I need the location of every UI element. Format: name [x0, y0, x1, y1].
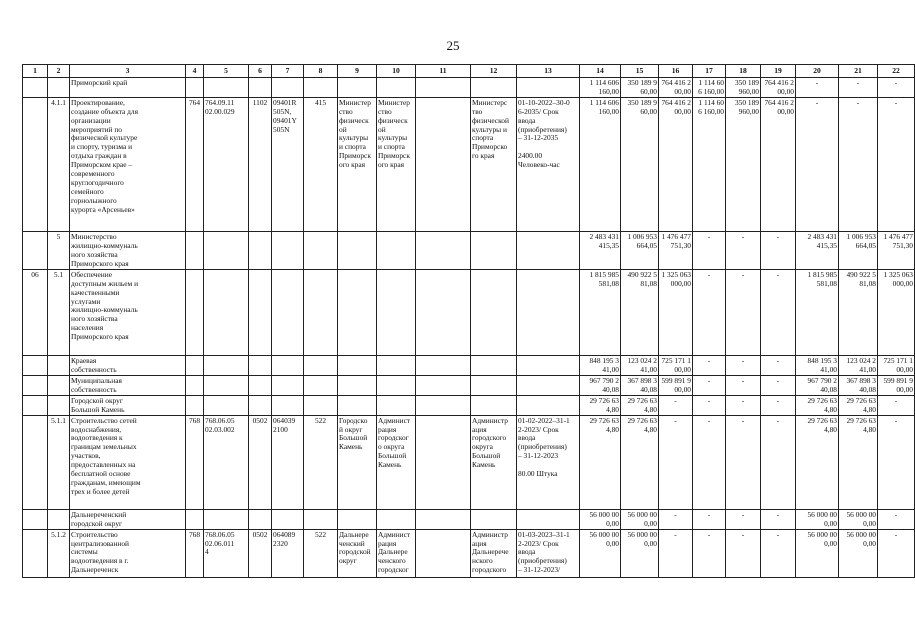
cell-col-16: -: [659, 415, 693, 509]
cell-col-16: 1 476 477 751,30: [659, 231, 693, 269]
cell-col-5: [204, 375, 249, 395]
cell-col-3: Приморский край: [70, 78, 186, 98]
cell-col-14: 848 195 3 41,00: [580, 355, 621, 375]
cell-col-21: 56 000 00 0,00: [839, 509, 878, 529]
cell-col-2: 5.1.2: [48, 529, 70, 577]
cell-col-8: 522: [304, 529, 338, 577]
cell-col-10: Админист рация городског о округа Большой Камень: [377, 415, 416, 509]
cell-col-2: 5: [48, 231, 70, 269]
cell-col-8: [304, 355, 338, 375]
cell-col-12: Министерс тво физической культуры и спорта Приморско го края: [471, 97, 517, 231]
cell-col-11: [416, 355, 471, 375]
cell-col-10: Министер ство физическ ой культуры и спорта Приморск ого края: [377, 97, 416, 231]
cell-col-16: -: [659, 509, 693, 529]
cell-col-17: 1 114 60 6 160,00: [693, 97, 726, 231]
cell-col-15: 56 000 00 0,00: [621, 529, 659, 577]
cell-col-19: -: [761, 529, 796, 577]
cell-col-6: [249, 395, 272, 415]
cell-col-8: [304, 78, 338, 98]
cell-col-17: -: [693, 529, 726, 577]
cell-col-22: -: [878, 395, 915, 415]
cell-col-22: 1 476 477 751,30: [878, 231, 915, 269]
cell-col-22: 599 891 9 00,00: [878, 375, 915, 395]
cell-col-17: -: [693, 355, 726, 375]
table-row: [23, 78, 915, 98]
cell-col-8: [304, 231, 338, 269]
cell-col-21: 56 000 00 0,00: [839, 529, 878, 577]
cell-col-17: -: [693, 269, 726, 355]
cell-col-10: [377, 375, 416, 395]
cell-col-3: Муниципальная собственность: [70, 375, 186, 395]
cell-col-13: [517, 231, 580, 269]
cell-col-12: [471, 231, 517, 269]
cell-col-1: [23, 509, 48, 529]
header-cell-18: 18: [726, 65, 761, 78]
cell-col-11: [416, 78, 471, 98]
cell-col-13: 01-03-2023–31-1 2-2023/ Срок ввода (приобретения) – 31-12-2023/: [517, 529, 580, 577]
cell-col-11: [416, 231, 471, 269]
cell-col-3: Городской округ Большой Камень: [70, 395, 186, 415]
header-cell-14: 14: [580, 65, 621, 78]
cell-col-7: [272, 375, 304, 395]
cell-col-7: [272, 509, 304, 529]
cell-col-12: Администр ация Дальнерече нского городского: [471, 529, 517, 577]
cell-col-9: [338, 231, 377, 269]
cell-col-14: 1 114 606 160,00: [580, 78, 621, 98]
cell-col-8: 415: [304, 97, 338, 231]
cell-col-10: Админист рация Дальнере ченского городског: [377, 529, 416, 577]
cell-col-21: 29 726 63 4,80: [839, 415, 878, 509]
cell-col-6: [249, 78, 272, 98]
cell-col-6: [249, 509, 272, 529]
cell-col-5: [204, 269, 249, 355]
cell-col-18: -: [726, 529, 761, 577]
cell-col-15: 56 000 00 0,00: [621, 509, 659, 529]
header-cell-17: 17: [693, 65, 726, 78]
header-cell-3: 3: [70, 65, 186, 78]
register-table: [22, 64, 915, 578]
cell-col-4: 768: [186, 415, 204, 509]
cell-col-12: [471, 509, 517, 529]
cell-col-20: -: [796, 78, 839, 98]
cell-col-11: [416, 509, 471, 529]
cell-col-11: [416, 529, 471, 577]
cell-col-1: [23, 97, 48, 231]
cell-col-1: [23, 415, 48, 509]
cell-col-17: -: [693, 395, 726, 415]
cell-col-18: -: [726, 509, 761, 529]
cell-col-17: -: [693, 509, 726, 529]
cell-col-7: 064089 2320: [272, 529, 304, 577]
cell-col-20: 56 000 00 0,00: [796, 509, 839, 529]
cell-col-10: [377, 231, 416, 269]
cell-col-1: [23, 78, 48, 98]
cell-col-11: [416, 269, 471, 355]
cell-col-8: [304, 375, 338, 395]
header-cell-8: 8: [304, 65, 338, 78]
cell-col-2: [48, 395, 70, 415]
cell-col-4: [186, 509, 204, 529]
cell-col-21: 123 024 2 41,00: [839, 355, 878, 375]
cell-col-20: 848 195 3 41,00: [796, 355, 839, 375]
cell-col-12: [471, 355, 517, 375]
cell-col-14: 29 726 63 4,80: [580, 415, 621, 509]
cell-col-4: [186, 395, 204, 415]
cell-col-10: [377, 78, 416, 98]
cell-col-4: 764: [186, 97, 204, 231]
cell-col-14: 2 483 431 415,35: [580, 231, 621, 269]
cell-col-1: [23, 529, 48, 577]
cell-col-14: 56 000 00 0,00: [580, 509, 621, 529]
cell-col-6: [249, 375, 272, 395]
cell-col-21: 1 006 953 664,05: [839, 231, 878, 269]
cell-col-12: Администр ация городского округа Большой Камень: [471, 415, 517, 509]
cell-col-13: 01-02-2022–31-1 2-2023/ Срок ввода (приобретения) – 31-12-2023 80.00 Штука: [517, 415, 580, 509]
header-cell-5: 5: [204, 65, 249, 78]
cell-col-16: -: [659, 529, 693, 577]
cell-col-5: [204, 509, 249, 529]
cell-col-15: 367 898 3 40,08: [621, 375, 659, 395]
cell-col-16: 764 416 2 00,00: [659, 97, 693, 231]
cell-col-5: 764.09.11 02.00.029: [204, 97, 249, 231]
cell-col-2: 5.1: [48, 269, 70, 355]
cell-col-1: [23, 231, 48, 269]
header-cell-2: 2: [48, 65, 70, 78]
cell-col-22: -: [878, 78, 915, 98]
cell-col-15: 29 726 63 4,80: [621, 415, 659, 509]
cell-col-4: 768: [186, 529, 204, 577]
header-cell-6: 6: [249, 65, 272, 78]
cell-col-19: -: [761, 509, 796, 529]
cell-col-7: [272, 355, 304, 375]
header-cell-15: 15: [621, 65, 659, 78]
table-body: [23, 78, 915, 578]
cell-col-5: [204, 355, 249, 375]
cell-col-16: 599 891 9 00,00: [659, 375, 693, 395]
cell-col-2: [48, 375, 70, 395]
cell-col-22: -: [878, 509, 915, 529]
cell-col-9: Министер ство физическ ой культуры и спорта Приморск ого края: [338, 97, 377, 231]
cell-col-18: -: [726, 375, 761, 395]
cell-col-12: [471, 395, 517, 415]
cell-col-16: 764 416 2 00,00: [659, 78, 693, 98]
table-row: [23, 529, 915, 577]
cell-col-3: Министерство жилищно-коммуналь ного хозяйства Приморского края: [70, 231, 186, 269]
cell-col-5: [204, 231, 249, 269]
cell-col-15: 350 189 9 60,00: [621, 78, 659, 98]
cell-col-6: [249, 269, 272, 355]
cell-col-19: -: [761, 415, 796, 509]
cell-col-4: [186, 375, 204, 395]
cell-col-17: -: [693, 375, 726, 395]
cell-col-1: [23, 355, 48, 375]
cell-col-15: 490 922 5 81,08: [621, 269, 659, 355]
cell-col-22: -: [878, 97, 915, 231]
header-cell-22: 22: [878, 65, 915, 78]
cell-col-18: -: [726, 231, 761, 269]
cell-col-18: -: [726, 355, 761, 375]
cell-col-1: [23, 395, 48, 415]
cell-col-20: 1 815 985 581,08: [796, 269, 839, 355]
cell-col-15: 123 024 2 41,00: [621, 355, 659, 375]
cell-col-1: 06: [23, 269, 48, 355]
header-row: [23, 65, 915, 78]
header-cell-7: 7: [272, 65, 304, 78]
cell-col-13: [517, 355, 580, 375]
table-row: [23, 415, 915, 509]
cell-col-18: -: [726, 415, 761, 509]
header-cell-13: 13: [517, 65, 580, 78]
cell-col-21: 367 898 3 40,08: [839, 375, 878, 395]
cell-col-14: 967 790 2 40,08: [580, 375, 621, 395]
header-cell-11: 11: [416, 65, 471, 78]
header-cell-19: 19: [761, 65, 796, 78]
cell-col-19: -: [761, 231, 796, 269]
cell-col-8: [304, 509, 338, 529]
cell-col-15: 1 006 953 664,05: [621, 231, 659, 269]
cell-col-16: -: [659, 395, 693, 415]
cell-col-7: 09401R 505N, 09401Y 505N: [272, 97, 304, 231]
cell-col-16: 725 171 1 00,00: [659, 355, 693, 375]
cell-col-21: 490 922 5 81,08: [839, 269, 878, 355]
cell-col-8: [304, 269, 338, 355]
cell-col-6: 1102: [249, 97, 272, 231]
cell-col-15: 29 726 63 4,80: [621, 395, 659, 415]
cell-col-9: [338, 78, 377, 98]
cell-col-9: [338, 395, 377, 415]
cell-col-13: [517, 395, 580, 415]
page-number: 25: [446, 38, 460, 53]
cell-col-14: 1 815 985 581,08: [580, 269, 621, 355]
cell-col-20: 56 000 00 0,00: [796, 529, 839, 577]
table-row: [23, 355, 915, 375]
cell-col-13: [517, 78, 580, 98]
cell-col-19: 764 416 2 00,00: [761, 78, 796, 98]
cell-col-21: 29 726 63 4,80: [839, 395, 878, 415]
cell-col-20: 29 726 63 4,80: [796, 415, 839, 509]
cell-col-19: 764 416 2 00,00: [761, 97, 796, 231]
cell-col-13: 01-10-2022–30-0 6-2035/ Срок ввода (приобретения) – 31-12-2035 2400.00 Человеко-час: [517, 97, 580, 231]
cell-col-22: -: [878, 415, 915, 509]
cell-col-5: [204, 78, 249, 98]
cell-col-21: -: [839, 78, 878, 98]
cell-col-20: -: [796, 97, 839, 231]
cell-col-8: 522: [304, 415, 338, 509]
header-cell-21: 21: [839, 65, 878, 78]
cell-col-2: [48, 355, 70, 375]
cell-col-2: 4.1.1: [48, 97, 70, 231]
header-cell-1: 1: [23, 65, 48, 78]
cell-col-14: 1 114 606 160,00: [580, 97, 621, 231]
cell-col-9: Городско й округ Большой Камень: [338, 415, 377, 509]
cell-col-10: [377, 269, 416, 355]
cell-col-17: 1 114 60 6 160,00: [693, 78, 726, 98]
cell-col-14: 56 000 00 0,00: [580, 529, 621, 577]
cell-col-18: 350 189 960,00: [726, 97, 761, 231]
cell-col-2: [48, 509, 70, 529]
cell-col-16: 1 325 063 000,00: [659, 269, 693, 355]
cell-col-7: [272, 231, 304, 269]
cell-col-18: -: [726, 269, 761, 355]
cell-col-3: Краевая собственность: [70, 355, 186, 375]
header-cell-4: 4: [186, 65, 204, 78]
cell-col-9: [338, 355, 377, 375]
header-cell-10: 10: [377, 65, 416, 78]
cell-col-4: [186, 355, 204, 375]
table-row: [23, 395, 915, 415]
cell-col-8: [304, 395, 338, 415]
cell-col-3: Проектирование, создание объекта для организации мероприятий по физической культуре и спорту, туризма и отдыха граждан в Приморском крае – современного круглогодичного семейного горнолыжного курорта «Арсеньев»: [70, 97, 186, 231]
cell-col-6: 0502: [249, 415, 272, 509]
cell-col-9: Дальнере ченский городской округ: [338, 529, 377, 577]
table-row: [23, 97, 915, 231]
cell-col-9: [338, 509, 377, 529]
cell-col-7: [272, 78, 304, 98]
cell-col-2: 5.1.1: [48, 415, 70, 509]
cell-col-22: 1 325 063 000,00: [878, 269, 915, 355]
cell-col-18: 350 189 960,00: [726, 78, 761, 98]
cell-col-20: 29 726 63 4,80: [796, 395, 839, 415]
cell-col-6: [249, 231, 272, 269]
cell-col-7: [272, 395, 304, 415]
cell-col-19: -: [761, 355, 796, 375]
table-row: [23, 375, 915, 395]
cell-col-10: [377, 509, 416, 529]
table-row: [23, 509, 915, 529]
cell-col-17: -: [693, 231, 726, 269]
cell-col-19: -: [761, 269, 796, 355]
cell-col-13: [517, 375, 580, 395]
cell-col-12: [471, 375, 517, 395]
cell-col-6: [249, 355, 272, 375]
cell-col-22: 725 171 1 00,00: [878, 355, 915, 375]
cell-col-2: [48, 78, 70, 98]
cell-col-17: -: [693, 415, 726, 509]
cell-col-18: -: [726, 395, 761, 415]
header-cell-12: 12: [471, 65, 517, 78]
cell-col-4: [186, 231, 204, 269]
cell-col-3: Обеспечение доступным жильем и качественными услугами жилищно-коммуналь ного хозяйства населения Приморского края: [70, 269, 186, 355]
header-cell-16: 16: [659, 65, 693, 78]
cell-col-3: Строительство сетей водоснабжения, водоотведения к границам земельных участков, предоставленных на бесплатной основе гражданам, имеющим трех и более детей: [70, 415, 186, 509]
header-cell-20: 20: [796, 65, 839, 78]
cell-col-13: [517, 269, 580, 355]
cell-col-10: [377, 395, 416, 415]
cell-col-19: -: [761, 375, 796, 395]
cell-col-10: [377, 355, 416, 375]
cell-col-13: [517, 509, 580, 529]
cell-col-5: [204, 395, 249, 415]
cell-col-14: 29 726 63 4,80: [580, 395, 621, 415]
cell-col-7: 064039 2100: [272, 415, 304, 509]
table-row: [23, 231, 915, 269]
cell-col-4: [186, 269, 204, 355]
table-row: [23, 269, 915, 355]
cell-col-11: [416, 97, 471, 231]
cell-col-20: 2 483 431 415,35: [796, 231, 839, 269]
cell-col-11: [416, 415, 471, 509]
cell-col-9: [338, 269, 377, 355]
cell-col-5: 768.06.05 02.06.011 4: [204, 529, 249, 577]
cell-col-11: [416, 395, 471, 415]
cell-col-4: [186, 78, 204, 98]
header-cell-9: 9: [338, 65, 377, 78]
cell-col-6: 0502: [249, 529, 272, 577]
cell-col-7: [272, 269, 304, 355]
cell-col-12: [471, 78, 517, 98]
cell-col-3: Строительство централизованной системы водоотведения в г. Дальнереченск: [70, 529, 186, 577]
cell-col-15: 350 189 9 60,00: [621, 97, 659, 231]
cell-col-19: -: [761, 395, 796, 415]
cell-col-22: -: [878, 529, 915, 577]
cell-col-12: [471, 269, 517, 355]
cell-col-1: [23, 375, 48, 395]
cell-col-21: -: [839, 97, 878, 231]
cell-col-5: 768.06.05 02.03.002: [204, 415, 249, 509]
cell-col-20: 967 790 2 40,08: [796, 375, 839, 395]
cell-col-3: Дальнереченский городской округ: [70, 509, 186, 529]
cell-col-9: [338, 375, 377, 395]
cell-col-11: [416, 375, 471, 395]
